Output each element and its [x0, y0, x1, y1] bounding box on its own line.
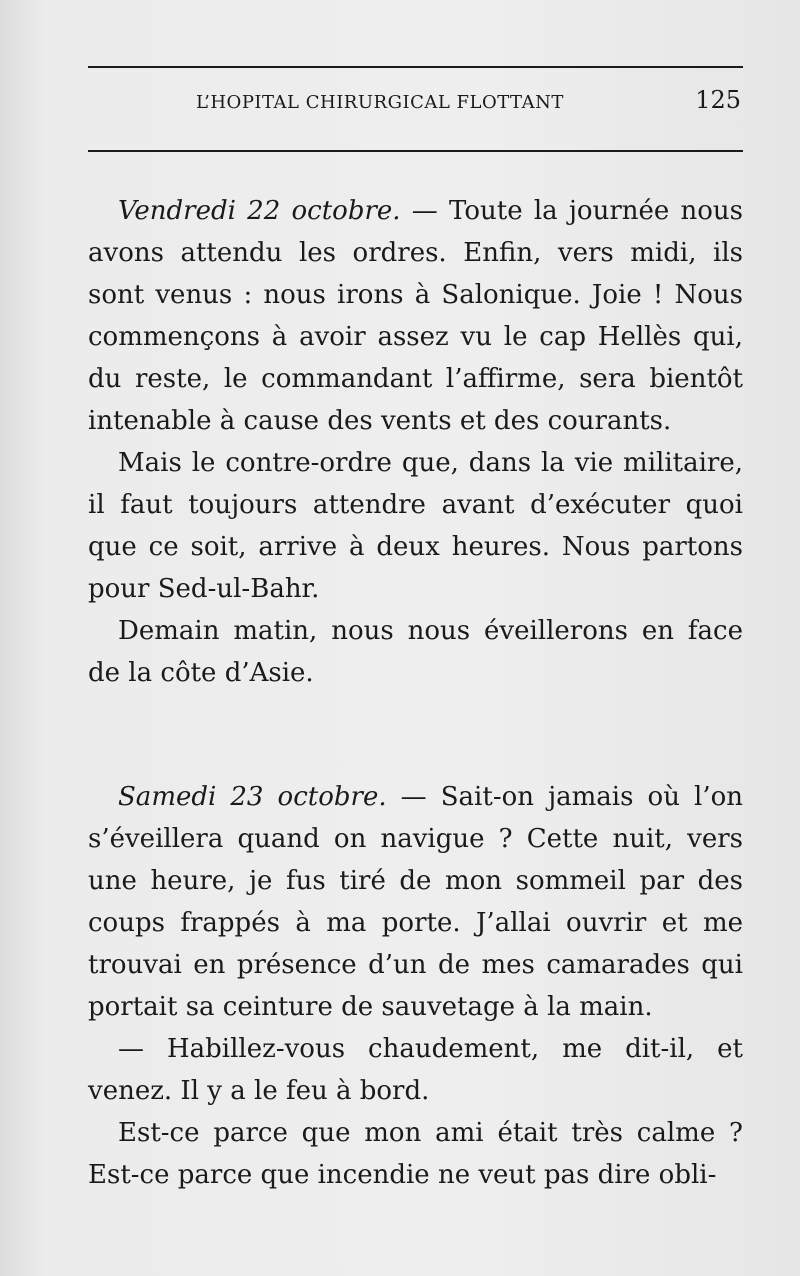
entry-date: Vendredi 22 octobre.: [118, 196, 401, 226]
diary-entry-oct-23: [88, 776, 743, 1196]
entry-paragraph: [88, 776, 743, 1028]
header-bottom-rule: [88, 150, 743, 152]
entry-text: — Sait-on jamais où l’on s’éveillera quand on navigue ? Cette nuit, vers une heure, je fus tiré de mon sommeil par des coups frappés à ma porte. J’allai ouvrir et me trouvai en présence d’un de mes camarades qui portait sa ceinture de sauvetage à la main.: [88, 782, 743, 1022]
entry-paragraph: [88, 190, 743, 442]
diary-entry-oct-22: [88, 190, 743, 694]
entry-text: — Toute la journée nous avons attendu les ordres. Enfin, vers midi, ils sont venus : nous irons à Salonique. Joie ! Nous commençons à avoir assez vu le cap Hellès qui, du reste, le commandant l’affirme, sera bientôt intenable à cause des vents et des courants.: [88, 196, 744, 436]
entry-paragraph: Demain matin, nous nous éveillerons en face de la côte d’Asie.: [88, 616, 743, 688]
entry-paragraph: — Habillez-vous chaudement, me dit-il, et venez. Il y a le feu à bord.: [88, 1034, 743, 1106]
running-title: L’HOPITAL CHIRURGICAL FLOTTANT: [196, 92, 564, 113]
running-head: [88, 86, 743, 122]
entry-date: Samedi 23 octobre.: [118, 782, 387, 812]
header-top-rule: [88, 66, 743, 68]
page-number: 125: [695, 86, 741, 114]
entry-paragraph: Mais le contre-ordre que, dans la vie militaire, il faut toujours attendre avant d’exécuter quoi que ce soit, arrive à deux heures. Nous partons pour Sed-ul-Bahr.: [88, 448, 743, 604]
entry-paragraph: Est-ce parce que mon ami était très calme ? Est-ce parce que incendie ne veut pas dire obli-: [88, 1118, 743, 1190]
